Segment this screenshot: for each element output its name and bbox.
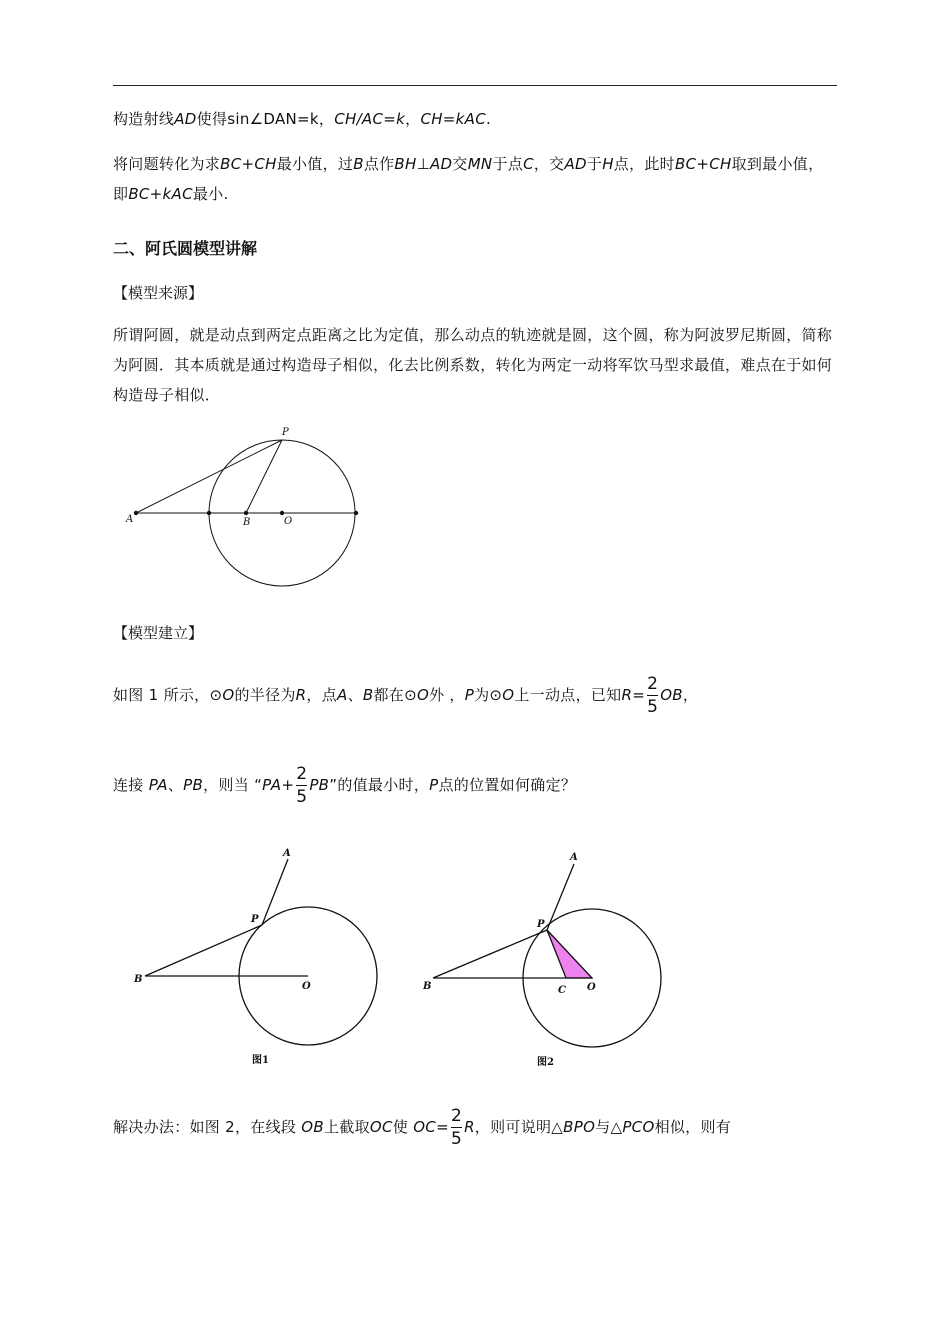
math: BH⊥AD	[394, 155, 453, 173]
point-right-intersection	[354, 511, 358, 515]
text: ，则当 “	[203, 776, 263, 794]
math: A	[337, 686, 348, 704]
fraction-numerator: 2	[647, 674, 659, 694]
figure-1	[145, 859, 377, 1045]
text: 相似，则有	[654, 1118, 732, 1136]
text: 外 ，	[429, 686, 465, 704]
math: CH=kAC	[420, 110, 486, 128]
math: P	[464, 686, 475, 704]
text: ”的值最小时，	[329, 776, 430, 794]
point-a	[134, 511, 138, 515]
text: 构造射线	[113, 110, 175, 128]
fig2-label-a: A	[570, 852, 578, 863]
math: B	[362, 686, 374, 704]
math: CH/AC=k	[334, 110, 406, 128]
section-label-build: 【模型建立】	[113, 624, 204, 642]
fraction-numerator: 2	[450, 1106, 463, 1126]
math: P	[429, 776, 439, 794]
math: O	[222, 686, 235, 704]
text: 、	[167, 776, 184, 794]
section-label-source: 【模型来源】	[113, 284, 204, 302]
math: PCO	[622, 1118, 655, 1136]
math: OB	[301, 1118, 324, 1136]
math: BPO	[563, 1118, 596, 1136]
math: PB	[309, 776, 330, 794]
math: BC+kAC	[128, 185, 193, 203]
text: 取到最小值，即	[113, 155, 824, 203]
math: O	[502, 686, 515, 704]
fig2-label-b: B	[423, 981, 432, 992]
label-p: P	[282, 427, 289, 438]
triangle-pco	[547, 930, 592, 978]
math: AD	[564, 155, 587, 173]
text: 如图 1 所示，⊙	[113, 686, 223, 704]
segment-pa	[136, 440, 282, 513]
text: 于点	[492, 155, 524, 173]
fig1-label-a: A	[283, 848, 291, 859]
text: 点的位置如何确定？	[438, 776, 577, 794]
text: 使	[392, 1118, 409, 1136]
text: ，	[682, 686, 699, 704]
text: 交	[452, 155, 468, 173]
text: ，交	[533, 155, 565, 173]
fraction-denominator: 5	[296, 787, 308, 807]
text: 、	[347, 686, 363, 704]
math: B	[353, 155, 364, 173]
math: BC+CH	[674, 155, 732, 173]
math: OC	[369, 1118, 393, 1136]
text: 为⊙	[474, 686, 503, 704]
math: PA	[148, 776, 168, 794]
math: MN	[467, 155, 493, 173]
math: R	[295, 686, 307, 704]
math: PB	[183, 776, 204, 794]
text: ，	[405, 110, 421, 128]
math: OC=	[413, 1118, 449, 1136]
fig2-label-o: O	[587, 982, 596, 993]
point-o	[280, 511, 284, 515]
text: 点，此时	[613, 155, 675, 173]
text: 上截取	[324, 1118, 370, 1136]
label-a: A	[126, 514, 134, 525]
paragraph-model-source: 所谓阿圆，就是动点到两定点距离之比为定值，那么动点的轨迹就是圆，这个圆，称为阿波罗尼斯圆，简称为阿圆．其本质就是通过构造母子相似，化去比例系数，转化为两定一动将军饮马型求最值，难点在于如何构造母子相似．	[113, 326, 833, 404]
fig2-label-c: C	[558, 985, 566, 996]
text: 都在⊙	[373, 686, 417, 704]
text: 将问题转化为求	[113, 155, 221, 173]
figure-2	[433, 864, 661, 1047]
text: 点作	[363, 155, 395, 173]
math: sin∠DAN=k	[227, 110, 319, 128]
text: 的半径为	[234, 686, 296, 704]
point-left-intersection	[207, 511, 211, 515]
math: R=	[621, 686, 646, 704]
text: 上一动点，已知	[514, 686, 622, 704]
segment-pa	[547, 864, 574, 930]
math: AD	[174, 110, 197, 128]
math: OB	[660, 686, 683, 704]
text: 最小.	[192, 185, 229, 203]
section-heading: 二、阿氏圆模型讲解	[113, 239, 258, 258]
text: ，则可说明△	[474, 1118, 564, 1136]
label-b: B	[243, 517, 251, 528]
point-b	[244, 511, 248, 515]
text: ，点	[306, 686, 338, 704]
text: 解决办法：如图 2，在线段	[113, 1118, 297, 1136]
text: 使得	[196, 110, 228, 128]
math: PA+	[262, 776, 295, 794]
fig2-caption: 图2	[537, 1057, 554, 1068]
fraction-numerator: 2	[296, 764, 308, 784]
segment-bp	[433, 930, 547, 978]
segment-pb	[246, 440, 282, 513]
text: .	[485, 110, 492, 128]
text: 连接	[113, 776, 144, 794]
text: ，	[318, 110, 335, 128]
text: 最小值，过	[276, 155, 354, 173]
fig1-caption: 图1	[252, 1055, 269, 1066]
label-o: O	[284, 516, 293, 527]
fig1-label-o: O	[302, 981, 311, 992]
math: O	[416, 686, 430, 704]
fraction-denominator: 5	[450, 1129, 463, 1149]
math: BC+CH	[220, 155, 277, 173]
math: H	[602, 155, 614, 173]
fig2-label-p: P	[537, 919, 545, 930]
text: 于	[586, 155, 603, 173]
fig1-label-p: P	[251, 914, 259, 925]
math: R	[464, 1118, 475, 1136]
text: 与△	[595, 1118, 623, 1136]
fraction-denominator: 5	[647, 697, 659, 717]
fig1-label-b: B	[134, 974, 143, 985]
math: C	[523, 155, 534, 173]
